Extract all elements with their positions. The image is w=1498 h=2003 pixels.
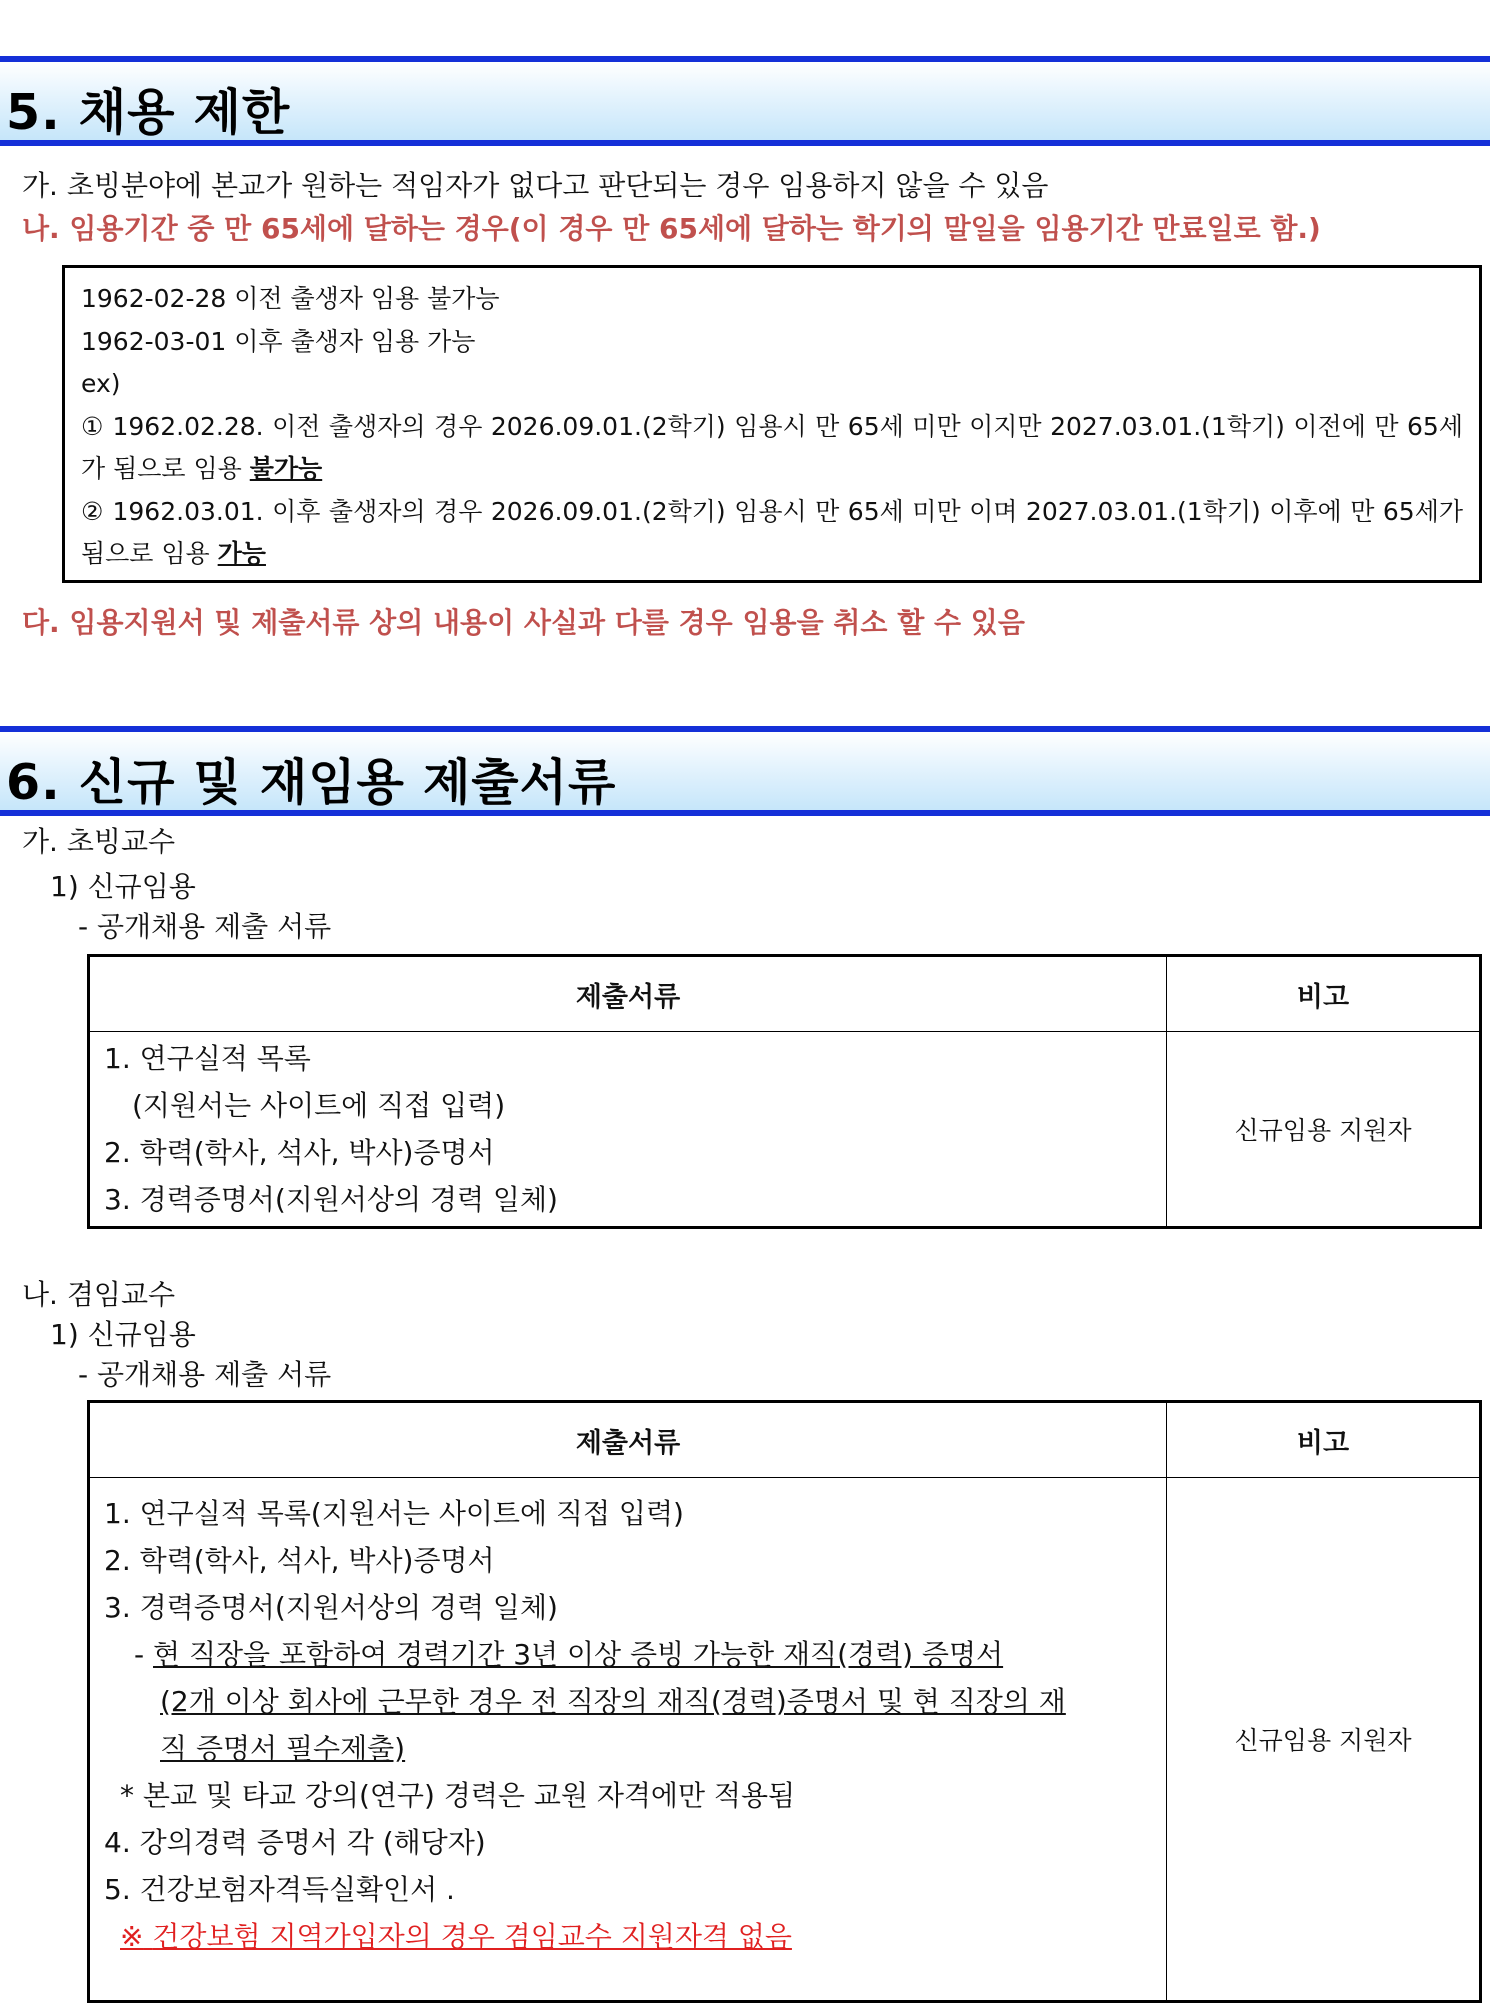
sub-dash: - bbox=[134, 1638, 154, 1671]
example-2-result: 가능 bbox=[217, 539, 266, 568]
table-2-documents-cell bbox=[89, 1478, 1167, 2002]
section-5-header bbox=[0, 56, 1490, 146]
example-1-text: ① 1962.02.28. 이전 출생자의 경우 2026.09.01.(2학기) 임용시 만 65세 미만 이지만 2027.03.01.(1학기) 이전에 만 65세가 됨으로 임용 bbox=[81, 411, 1463, 483]
table-1-item: 1. 연구실적 목록 bbox=[104, 1042, 311, 1075]
table-2-item-3-sub-3 bbox=[90, 1725, 1166, 1772]
table-2-item-2: 2. 학력(학사, 석사, 박사)증명서 bbox=[104, 1544, 495, 1577]
table-2-item-3-sub-1 bbox=[90, 1631, 1166, 1678]
section-5-item-na: 나. 임용기간 중 만 65세에 달하는 경우(이 경우 만 65세에 달하는 학기의 말일을 임용기간 만료일로 함.) bbox=[22, 212, 1321, 245]
table-2-warning bbox=[90, 1913, 1166, 1960]
example-1-result: 불가능 bbox=[249, 454, 323, 483]
table-2-star-note: * 본교 및 타교 강의(연구) 경력은 교원 자격에만 적용됨 bbox=[120, 1779, 796, 1812]
section-6-ga-heading: 가. 초빙교수 bbox=[22, 825, 176, 858]
table-1-remarks-cell: 신규임용 지원자 bbox=[1167, 1032, 1481, 1228]
warning-text: 건강보험 지역가입자의 경우 겸임교수 지원자격 없음 bbox=[152, 1920, 792, 1953]
table-2-header-remarks: 비고 bbox=[1167, 1402, 1481, 1478]
box-example-2 bbox=[81, 491, 1463, 576]
table-2-item-3: 3. 경력증명서(지원서상의 경력 일체) bbox=[104, 1591, 558, 1624]
sub-text: 직 증명서 필수제출) bbox=[160, 1732, 406, 1765]
table-2-header-documents: 제출서류 bbox=[89, 1402, 1167, 1478]
box-ex-label: ex) bbox=[81, 369, 121, 398]
section-6-na-sub: 1) 신규임용 bbox=[50, 1318, 196, 1351]
table-1-documents-cell bbox=[89, 1032, 1167, 1228]
table-2-remarks-cell: 신규임용 지원자 bbox=[1167, 1478, 1481, 2002]
warning-symbol: ※ bbox=[120, 1920, 144, 1953]
table-1-item: (지원서는 사이트에 직접 입력) bbox=[132, 1089, 506, 1122]
table-2-item-4: 4. 강의경력 증명서 각 (해당자) bbox=[104, 1826, 486, 1859]
table-2-item-5: 5. 건강보험자격득실확인서 . bbox=[104, 1873, 455, 1906]
example-2-text: ② 1962.03.01. 이후 출생자의 경우 2026.09.01.(2학기) 임용시 만 65세 미만 이며 2027.03.01.(1학기) 이후에 만 65세가 됨으로 임용 bbox=[81, 496, 1463, 568]
section-5-item-ga: 가. 초빙분야에 본교가 원하는 적임자가 없다고 판단되는 경우 임용하지 않을 수 있음 bbox=[22, 169, 1049, 202]
section-6-na-heading: 나. 겸임교수 bbox=[22, 1278, 176, 1311]
table-1-item: 2. 학력(학사, 석사, 박사)증명서 bbox=[104, 1136, 495, 1169]
age-limit-box bbox=[62, 265, 1482, 583]
table-1-header-documents: 제출서류 bbox=[89, 956, 1167, 1032]
section-6-title: 6. 신규 및 재임용 제출서류 bbox=[6, 754, 617, 811]
section-6-header bbox=[0, 726, 1490, 816]
table-2-item-3-sub-2: (2개 이상 회사에 근무한 경우 전 직장의 재직(경력)증명서 및 현 직장의 재 bbox=[160, 1685, 1066, 1718]
sub-text: 현 직장을 포함하여 경력기간 3년 이상 증빙 가능한 재직(경력) 증명서 bbox=[153, 1638, 1004, 1671]
section-6-ga-dash: - 공개채용 제출 서류 bbox=[78, 910, 332, 943]
visiting-professor-documents-table bbox=[87, 954, 1482, 1229]
box-line-2: 1962-03-01 이후 출생자 임용 가능 bbox=[81, 326, 476, 356]
box-example-1 bbox=[81, 406, 1463, 491]
table-1-header-remarks: 비고 bbox=[1167, 956, 1481, 1032]
table-2-item-1: 1. 연구실적 목록(지원서는 사이트에 직접 입력) bbox=[104, 1497, 684, 1530]
section-5-item-da: 다. 임용지원서 및 제출서류 상의 내용이 사실과 다를 경우 임용을 취소 할 수 있음 bbox=[22, 606, 1025, 639]
section-5-title: 5. 채용 제한 bbox=[6, 84, 291, 141]
table-1-item: 3. 경력증명서(지원서상의 경력 일체) bbox=[104, 1183, 558, 1216]
section-6-na-dash: - 공개채용 제출 서류 bbox=[78, 1358, 332, 1391]
section-6-ga-sub: 1) 신규임용 bbox=[50, 870, 196, 903]
box-line-1: 1962-02-28 이전 출생자 임용 불가능 bbox=[81, 284, 500, 313]
adjunct-professor-documents-table bbox=[87, 1400, 1482, 2003]
